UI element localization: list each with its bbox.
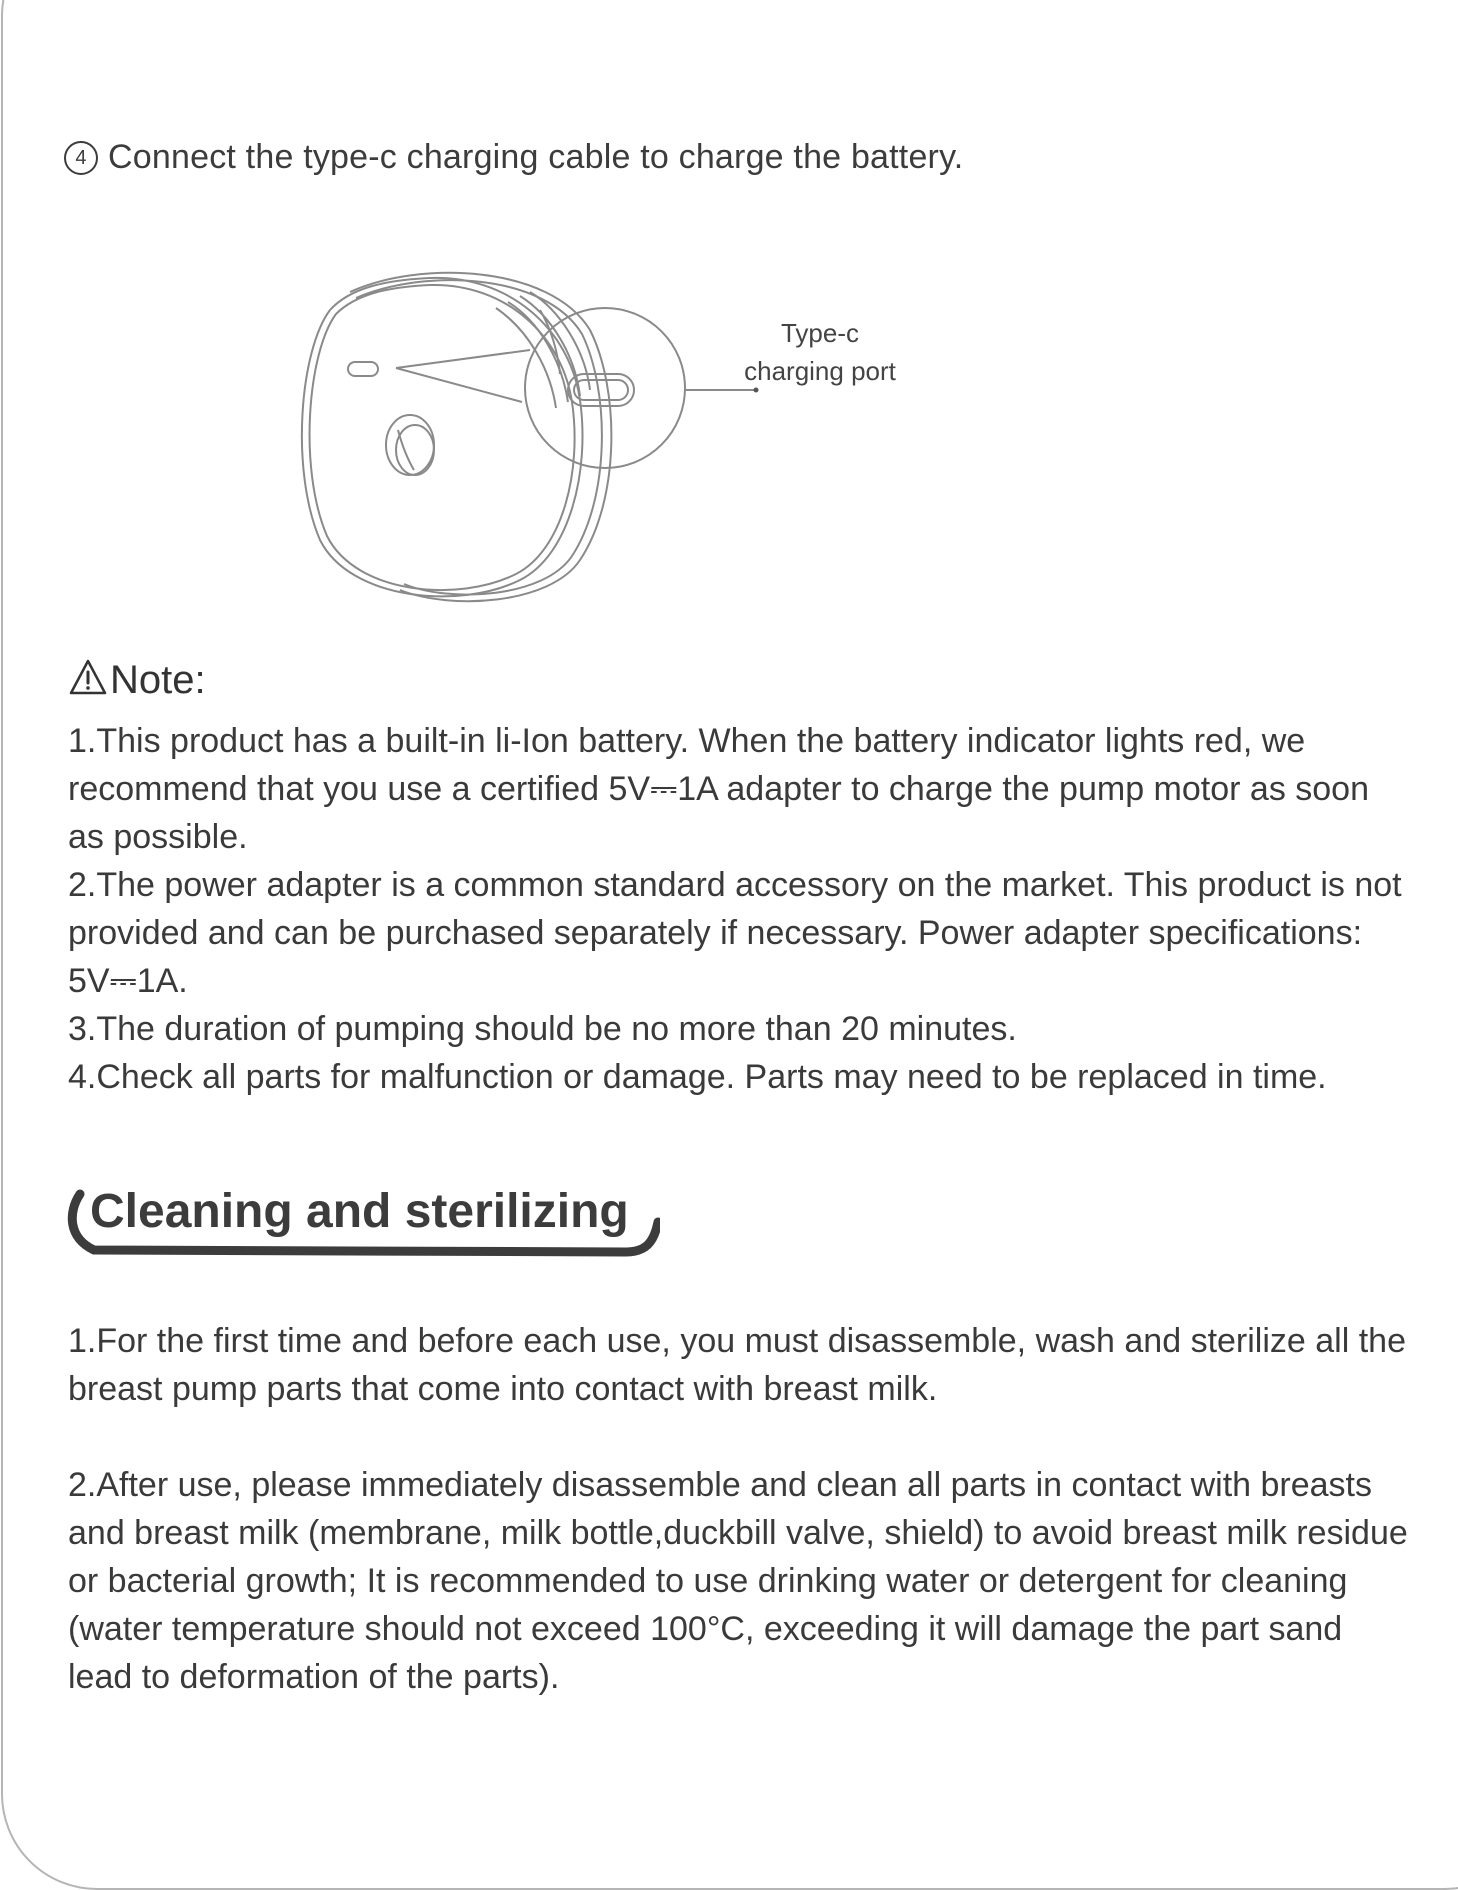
port-label	[730, 314, 910, 390]
cleaning-list	[68, 1317, 1408, 1749]
pump-motor-illustration	[290, 270, 1070, 620]
cleaning-item: 1.For the first time and before each use, you must disassemble, wash and sterilize all the breast pump parts that come into contact with breast milk.	[68, 1322, 1406, 1408]
note-item: 3.The duration of pumping should be no more than 20 minutes.	[68, 1010, 1017, 1048]
charging-port-diagram	[290, 270, 1070, 620]
port-label-line2: charging port	[744, 356, 896, 386]
note-title: Note:	[110, 658, 206, 702]
note-item: 1.This product has a built-in li-Ion battery. When the battery indicator lights red, we recommend that you use a certified 5V⎓1A adapter to charge the pump motor as soon as possible.	[68, 722, 1369, 856]
note-list	[68, 717, 1408, 1101]
note-heading	[68, 658, 206, 703]
port-label-line1: Type-c	[780, 318, 860, 348]
note-item: 2.The power adapter is a common standard accessory on the market. This product is not provided and can be purchased separately if necessary. Power adapter specifications: 5V⎓1A.	[68, 866, 1402, 1000]
step-instruction	[64, 138, 963, 177]
step-number-badge: 4	[64, 141, 98, 175]
section-heading-cleaning	[66, 1182, 660, 1258]
note-item: 4.Check all parts for malfunction or damage. Parts may need to be replaced in time.	[68, 1058, 1327, 1096]
step-text: Connect the type-c charging cable to charge the battery.	[108, 138, 964, 176]
section-title: Cleaning and sterilizing	[90, 1185, 629, 1238]
warning-icon	[68, 658, 108, 696]
cleaning-item: 2.After use, please immediately disassemble and clean all parts in contact with breasts and breast milk (membrane, milk bottle,duckbill valve, shield) to avoid breast milk residue or bacterial growth; It is recommended to use drinking water or detergent for cleaning (water temperature should not exceed 100°C, exceeding it will damage the part sand lead to deformation of the parts).	[68, 1466, 1408, 1696]
